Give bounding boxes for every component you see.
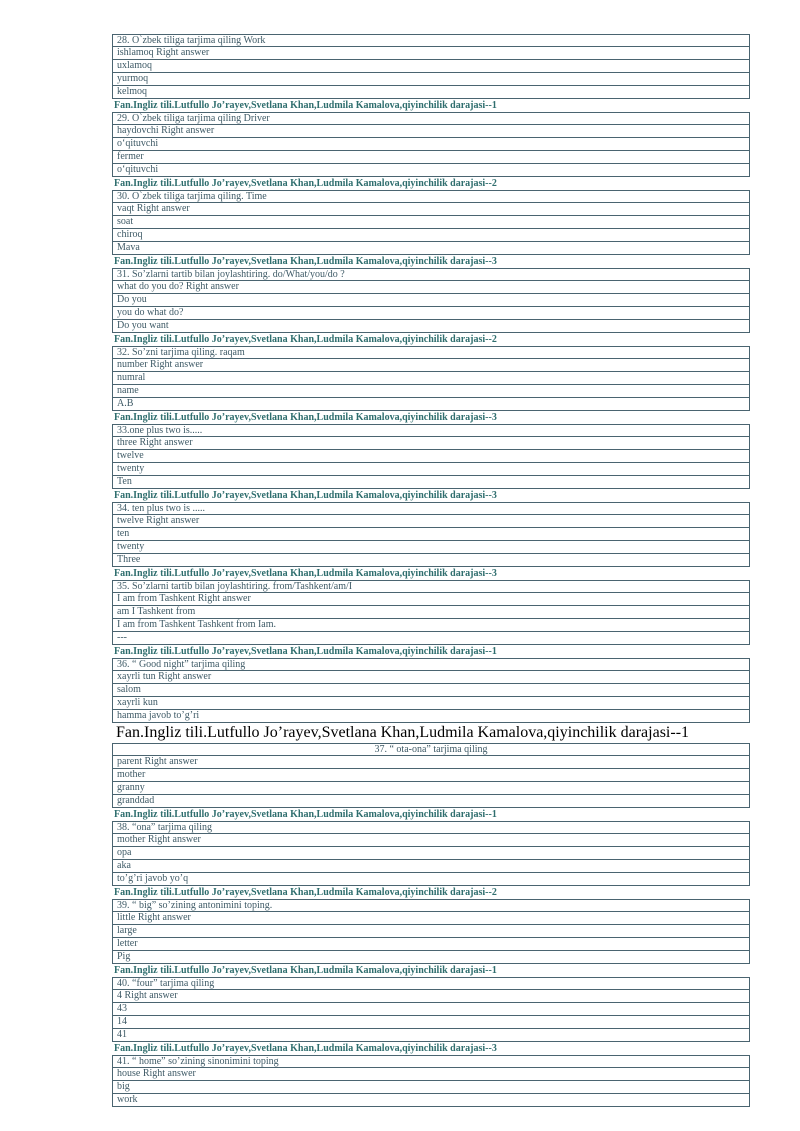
answer-row: parent Right answer	[112, 756, 750, 769]
question-row: 37. “ ota-ona” tarjima qiling	[112, 743, 750, 756]
answer-row: name	[112, 385, 750, 398]
question-row: 39. “ big” so’zining antonimini toping.	[112, 899, 750, 912]
answer-row: Mava	[112, 242, 750, 255]
question-row: 32. So’zni tarjima qiling. raqam	[112, 346, 750, 359]
answer-row: salom	[112, 684, 750, 697]
answer-row: ---	[112, 632, 750, 645]
section-header: Fan.Ingliz tili.Lutfullo Jo’rayev,Svetlana Khan,Ludmila Kamalova,qiyinchilik darajasi--1	[114, 965, 497, 976]
section-header: Fan.Ingliz tili.Lutfullo Jo’rayev,Svetlana Khan,Ludmila Kamalova,qiyinchilik darajasi--3	[114, 490, 497, 501]
answer-row: ishlamoq Right answer	[112, 47, 750, 60]
section-header: Fan.Ingliz tili.Lutfullo Jo’rayev,Svetlana Khan,Ludmila Kamalova,qiyinchilik darajasi--3	[114, 568, 497, 579]
answer-row: twenty	[112, 463, 750, 476]
answer-row: vaqt Right answer	[112, 203, 750, 216]
answer-row: o‘qituvchi	[112, 138, 750, 151]
answer-row: house Right answer	[112, 1068, 750, 1081]
answer-row: large	[112, 925, 750, 938]
section-header: Fan.Ingliz tili.Lutfullo Jo’rayev,Svetlana Khan,Ludmila Kamalova,qiyinchilik darajasi--3	[114, 256, 497, 267]
question-row: 38. “ona” tarjima qiling	[112, 821, 750, 834]
answer-row: opa	[112, 847, 750, 860]
answer-row: aka	[112, 860, 750, 873]
answer-row: I am from Tashkent Right answer	[112, 593, 750, 606]
question-row: 30. O`zbek tiliga tarjima qiling. Time	[112, 190, 750, 203]
answer-row: numral	[112, 372, 750, 385]
section-header: Fan.Ingliz tili.Lutfullo Jo’rayev,Svetlana Khan,Ludmila Kamalova,qiyinchilik darajasi--1	[114, 100, 497, 111]
question-row: 33.one plus two is.....	[112, 424, 750, 437]
section-header: Fan.Ingliz tili.Lutfullo Jo’rayev,Svetlana Khan,Ludmila Kamalova,qiyinchilik darajasi--3	[114, 1043, 497, 1054]
answer-row: fermer	[112, 151, 750, 164]
answer-row: mother Right answer	[112, 834, 750, 847]
answer-row: am I Tashkent from	[112, 606, 750, 619]
answer-row: number Right answer	[112, 359, 750, 372]
answer-row: uxlamoq	[112, 60, 750, 73]
section-header: Fan.Ingliz tili.Lutfullo Jo’rayev,Svetlana Khan,Ludmila Kamalova,qiyinchilik darajasi--3	[114, 412, 497, 423]
test-document	[112, 34, 750, 1107]
section-header: Fan.Ingliz tili.Lutfullo Jo’rayev,Svetlana Khan,Ludmila Kamalova,qiyinchilik darajasi--2	[114, 178, 497, 189]
answer-row: xayrli kun	[112, 697, 750, 710]
answer-row: I am from Tashkent Tashkent from Iam.	[112, 619, 750, 632]
question-row: 41. “ home” so’zining sinonimini toping	[112, 1055, 750, 1068]
answer-row: Pig	[112, 951, 750, 964]
answer-row: haydovchi Right answer	[112, 125, 750, 138]
answer-row: twelve	[112, 450, 750, 463]
answer-row: Three	[112, 554, 750, 567]
answer-row: granny	[112, 782, 750, 795]
answer-row: soat	[112, 216, 750, 229]
answer-row: A.B	[112, 398, 750, 411]
question-row: 35. So’zlarni tartib bilan joylashtiring. from/Tashkent/am/I	[112, 580, 750, 593]
answer-row: Do you want	[112, 320, 750, 333]
answer-row: xayrli tun Right answer	[112, 671, 750, 684]
answer-row: 43	[112, 1003, 750, 1016]
answer-row: twelve Right answer	[112, 515, 750, 528]
question-row: 36. “ Good night” tarjima qiling	[112, 658, 750, 671]
answer-row: little Right answer	[112, 912, 750, 925]
question-row: 28. O`zbek tiliga tarjima qiling Work	[112, 34, 750, 47]
question-row: 40. “four” tarjima qiling	[112, 977, 750, 990]
answer-row: 14	[112, 1016, 750, 1029]
answer-row: you do what do?	[112, 307, 750, 320]
section-header: Fan.Ingliz tili.Lutfullo Jo’rayev,Svetlana Khan,Ludmila Kamalova,qiyinchilik darajasi--1	[116, 724, 690, 741]
answer-row: three Right answer	[112, 437, 750, 450]
answer-row: kelmoq	[112, 86, 750, 99]
answer-row: Ten	[112, 476, 750, 489]
answer-row: to’g’ri javob yo’q	[112, 873, 750, 886]
answer-row: big	[112, 1081, 750, 1094]
answer-row: mother	[112, 769, 750, 782]
answer-row: chiroq	[112, 229, 750, 242]
answer-row: ten	[112, 528, 750, 541]
answer-row: letter	[112, 938, 750, 951]
answer-row: hamma javob to’g’ri	[112, 710, 750, 723]
question-row: 29. O`zbek tiliga tarjima qiling Driver	[112, 112, 750, 125]
section-header: Fan.Ingliz tili.Lutfullo Jo’rayev,Svetlana Khan,Ludmila Kamalova,qiyinchilik darajasi--1	[114, 809, 497, 820]
answer-row: Do you	[112, 294, 750, 307]
answer-row: granddad	[112, 795, 750, 808]
section-header: Fan.Ingliz tili.Lutfullo Jo’rayev,Svetlana Khan,Ludmila Kamalova,qiyinchilik darajasi--2	[114, 887, 497, 898]
section-header: Fan.Ingliz tili.Lutfullo Jo’rayev,Svetlana Khan,Ludmila Kamalova,qiyinchilik darajasi--2	[114, 334, 497, 345]
answer-row: twenty	[112, 541, 750, 554]
answer-row: 4 Right answer	[112, 990, 750, 1003]
answer-row: work	[112, 1094, 750, 1107]
answer-row: yurmoq	[112, 73, 750, 86]
answer-row: what do you do? Right answer	[112, 281, 750, 294]
question-row: 31. So’zlarni tartib bilan joylashtiring. do/What/you/do ?	[112, 268, 750, 281]
answer-row: 41	[112, 1029, 750, 1042]
question-row: 34. ten plus two is .....	[112, 502, 750, 515]
answer-row: o‘qituvchi	[112, 164, 750, 177]
section-header: Fan.Ingliz tili.Lutfullo Jo’rayev,Svetlana Khan,Ludmila Kamalova,qiyinchilik darajasi--1	[114, 646, 497, 657]
